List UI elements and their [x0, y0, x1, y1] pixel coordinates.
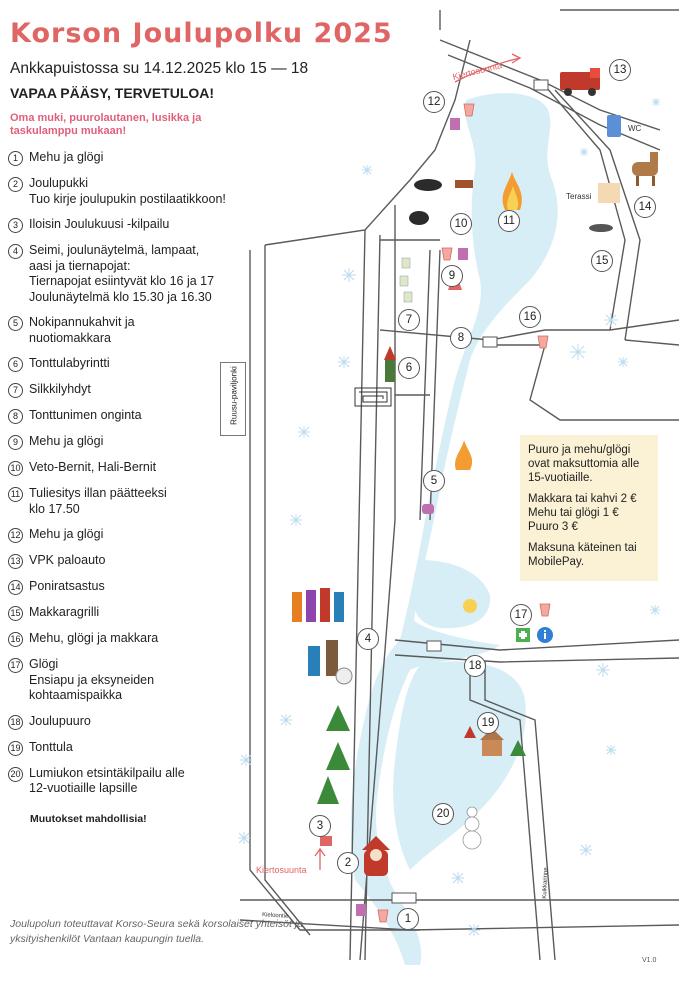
legend-number: 3 — [8, 218, 23, 233]
pavilion-label: Ruusu-paviljonki — [229, 366, 239, 425]
fire-truck-icon — [560, 68, 600, 96]
legend-text — [29, 657, 243, 704]
legend-text — [29, 243, 243, 305]
map-marker-18: 18 — [464, 655, 486, 677]
legend-text — [29, 579, 243, 595]
map-marker-2: 2 — [337, 852, 359, 874]
legend-text — [29, 527, 243, 543]
legend-item — [8, 176, 243, 207]
legend-item — [8, 150, 243, 166]
legend-line: nuotiomakkara — [29, 330, 111, 345]
legend-item — [8, 740, 243, 756]
legend-number: 1 — [8, 151, 23, 166]
wc-icon — [607, 115, 621, 137]
pony-icon — [632, 152, 658, 186]
map-marker-7: 7 — [398, 309, 420, 331]
legend-line: Joulunäytelmä klo 15.30 ja 16.30 — [29, 289, 212, 304]
legend-number: 2 — [8, 177, 23, 192]
legend-number: 16 — [8, 632, 23, 647]
map-marker-9: 9 — [441, 265, 463, 287]
pond-mid — [412, 560, 490, 628]
map-marker-20: 20 — [432, 803, 454, 825]
legend-text — [29, 631, 243, 647]
legend-item — [8, 382, 243, 398]
legend-line: Nokipannukahvit ja — [29, 315, 135, 329]
legend-number: 12 — [8, 528, 23, 543]
legend-line: Makkaragrilli — [29, 605, 100, 619]
legend-line: Silkkilyhdyt — [29, 382, 91, 396]
credits: Joulupolun toteuttavat Korso-Seura sekä korsolaiset yhteisöt ja yksityishenkilöt Vantaan kaupungin tuella. — [10, 918, 304, 945]
wc-label: WC — [628, 124, 642, 133]
mailbox-icon — [320, 836, 332, 846]
legend-item — [8, 217, 243, 233]
legend-text — [29, 408, 243, 424]
version-label: V1.0 — [642, 957, 657, 964]
legend-text — [29, 315, 243, 346]
legend-line: Tonttula — [29, 739, 73, 754]
legend-item — [8, 434, 243, 450]
info-icon — [537, 627, 553, 643]
legend-item — [8, 657, 243, 704]
legend-item — [8, 460, 243, 476]
christmas-tree-icon — [317, 705, 350, 804]
legend-line: Ensiapu ja eksyneiden — [29, 672, 155, 687]
price-item: Mehu tai glögi 1 € — [528, 507, 619, 519]
legend-line: Joulupukki — [29, 176, 89, 190]
legend-number: 19 — [8, 741, 23, 756]
street-label-right: Kuikkarinne — [542, 867, 550, 899]
map-marker-1: 1 — [397, 908, 419, 930]
terrace-label: Terassi — [566, 192, 592, 201]
map-marker-14: 14 — [634, 196, 656, 218]
labyrinth-icon — [355, 388, 391, 406]
event-date: Ankkapuistossa su 14.12.2025 klo 15 — 18 — [10, 60, 309, 77]
street-label-bottom: Kieloontie — [261, 912, 289, 920]
legend-number: 14 — [8, 580, 23, 595]
legend-number: 11 — [8, 487, 23, 502]
legend-line: Tonttulabyrintti — [29, 356, 110, 370]
pond-south — [393, 661, 526, 870]
price-free-note: Puuro ja mehu/glögi ovat maksuttomia alle 15-vuotiaille. — [528, 444, 640, 484]
free-entry: VAPAA PÄÄSY, TERVETULOA! — [10, 85, 215, 101]
map-marker-3: 3 — [309, 815, 331, 837]
nativity-icon — [292, 588, 352, 684]
legend-number: 4 — [8, 244, 23, 259]
legend-number: 6 — [8, 357, 23, 372]
page-title: Korson Joulupolku 2025 — [10, 18, 393, 49]
campfire-icon — [455, 440, 472, 470]
legend-text — [29, 486, 243, 517]
legend-item — [8, 579, 243, 595]
legend-number: 18 — [8, 715, 23, 730]
legend-text — [29, 460, 243, 476]
legend-text — [29, 553, 243, 569]
legend-item — [8, 486, 243, 517]
legend-item — [8, 243, 243, 305]
legend-number: 15 — [8, 606, 23, 621]
legend-line: Joulupuuro — [29, 713, 91, 728]
elf-icon — [384, 346, 396, 382]
map-marker-16: 16 — [519, 306, 541, 328]
legend-line: Mehu ja glögi — [29, 150, 104, 164]
legend-line: 12-vuotiaille lapsille — [29, 781, 138, 795]
legend-line: Veto-Bernit, Hali-Bernit — [29, 460, 157, 474]
pavilion-box — [220, 362, 246, 436]
map-marker-11: 11 — [498, 210, 520, 232]
legend-item — [8, 553, 243, 569]
direction-label-bottom: Kiertosuunta — [256, 865, 307, 875]
legend-line: aasi ja tiernapojat: — [29, 258, 131, 273]
legend-item — [8, 605, 243, 621]
legend-line: Tiernapojat esiintyvät klo 16 ja 17 — [29, 274, 215, 288]
legend-text — [29, 434, 243, 450]
legend-item — [8, 631, 243, 647]
coffee-pot-icon — [422, 504, 434, 514]
map-marker-6: 6 — [398, 357, 420, 379]
legend-text — [29, 176, 243, 207]
legend-text — [29, 356, 243, 372]
price-list — [528, 492, 650, 534]
map-marker-12: 12 — [423, 91, 445, 113]
legend-line: VPK paloauto — [29, 553, 106, 567]
map-marker-4: 4 — [357, 628, 379, 650]
legend-number: 8 — [8, 409, 23, 424]
legend-text — [29, 714, 243, 730]
cart-icon — [455, 180, 473, 188]
legend-line: Lumiukon etsintäkilpailu alle — [29, 765, 185, 780]
bring-note: Oma muki, puurolautanen, lusikka ja taskulamppu mukaan! — [10, 112, 202, 137]
legend-line: Mehu ja glögi — [29, 527, 104, 541]
legend-number: 7 — [8, 383, 23, 398]
map-marker-10: 10 — [450, 213, 472, 235]
legend-line: Mehu, glögi ja makkara — [29, 631, 159, 645]
lamp-icon — [463, 599, 477, 613]
legend-line: Iloisin Joulukuusi -kilpailu — [29, 217, 170, 231]
legend-number: 9 — [8, 435, 23, 450]
legend-line: Poniratsastus — [29, 579, 105, 593]
legend-line: Mehu ja glögi — [29, 434, 104, 448]
legend-number: 17 — [8, 658, 23, 673]
legend-text — [29, 740, 243, 756]
price-item: Makkara tai kahvi 2 € — [528, 493, 637, 505]
legend-number: 5 — [8, 316, 23, 331]
legend-line: klo 17.50 — [29, 501, 80, 516]
legend-line: Seimi, joulunäytelmä, lampaat, — [29, 243, 200, 257]
map-marker-19: 19 — [477, 712, 499, 734]
legend-text — [29, 766, 243, 797]
legend-text — [29, 382, 243, 398]
map-marker-15: 15 — [591, 250, 613, 272]
legend-number: 20 — [8, 767, 23, 782]
map-marker-8: 8 — [450, 327, 472, 349]
legend-item — [8, 408, 243, 424]
legend-number: 10 — [8, 461, 23, 476]
first-aid-icon — [516, 628, 530, 642]
changes-note: Muutokset mahdollisia! — [30, 813, 147, 825]
dog-icon — [409, 179, 442, 225]
lantern-icon — [400, 258, 412, 302]
legend-line: kohtaamispaikka — [29, 688, 123, 702]
legend-line: Tuo kirje joulupukin postilaatikkoon! — [29, 191, 226, 206]
legend-item — [8, 527, 243, 543]
map-marker-17: 17 — [510, 604, 532, 626]
legend-text — [29, 605, 243, 621]
legend-line: Tuliesitys illan päätteeksi — [29, 486, 167, 500]
price-item: Puuro 3 € — [528, 521, 578, 533]
map-marker-13: 13 — [609, 59, 631, 81]
map-marker-5: 5 — [423, 470, 445, 492]
legend-text — [29, 217, 243, 233]
legend-line: Glögi — [29, 657, 59, 671]
legend-list — [8, 150, 243, 807]
legend-item — [8, 714, 243, 730]
legend-item — [8, 766, 243, 797]
legend-text — [29, 150, 243, 166]
grill-icon — [589, 224, 613, 232]
payment-note: Maksuna käteinen tai MobilePay. — [528, 542, 637, 568]
direction-label-top: Kiertosuunta — [451, 60, 504, 82]
price-box — [520, 435, 658, 581]
legend-line: Tonttunimen onginta — [29, 408, 142, 422]
legend-item — [8, 356, 243, 372]
legend-item — [8, 315, 243, 346]
legend-number: 13 — [8, 554, 23, 569]
terrace-box — [598, 183, 620, 203]
